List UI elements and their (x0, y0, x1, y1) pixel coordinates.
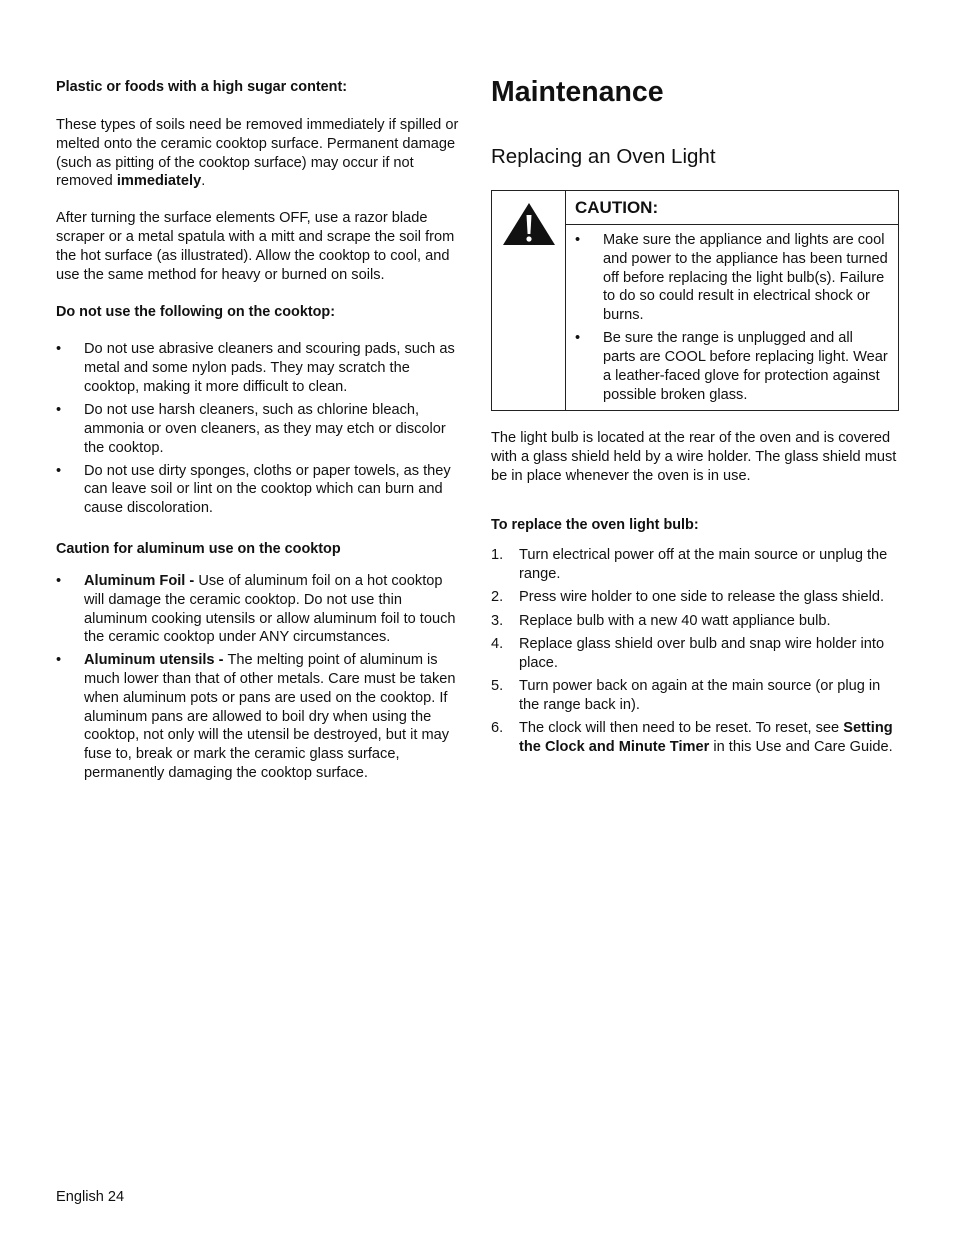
caution-list (575, 231, 888, 404)
aluminum-heading: Caution for aluminum use on the cooktop (56, 540, 341, 557)
list-item: 4. Replace glass shield over bulb and snap wire holder into place. (491, 636, 885, 671)
page-title: Maintenance (491, 76, 664, 108)
steps-list (491, 546, 899, 756)
warning-triangle-icon (501, 201, 557, 247)
list-item: 6. The clock will then need to be reset. To reset, see Setting the Clock and Minute Timer in this Use and Care Guide. (491, 720, 893, 756)
donot-heading: Do not use the following on the cooktop: (56, 304, 335, 321)
caution-label: CAUTION: (566, 191, 898, 225)
donot-list (56, 340, 462, 518)
list-item: • Make sure the appliance and lights are cool and power to the appliance has been turned off before replacing the light bulb(s). Failure to do so could result in electrical shock or burns. (575, 232, 888, 324)
caution-body (566, 225, 898, 409)
list-item: • Do not use harsh cleaners, such as chlorine bleach, ammonia or oven cleaners, as they may etch or discolor the cooktop. (56, 401, 446, 456)
list-item: 3. Replace bulb with a new 40 watt appliance bulb. (491, 612, 831, 629)
left-column (56, 78, 462, 787)
sugar-paragraph-1: These types of soils need be removed immediately if spilled or melted onto the ceramic cooktop surface. Permanent damage (such as pitting of the cooktop surface) may occur if not removed immediately. (56, 117, 459, 190)
list-item: 5. Turn power back on again at the main source (or plug in the range back in). (491, 678, 881, 713)
bulb-paragraph: The light bulb is located at the rear of the oven and is covered with a glass shield held by a wire holder. The glass shield must be in place whenever the oven is in use. (491, 430, 897, 484)
list-item: • Do not use abrasive cleaners and scouring pads, such as metal and some nylon pads. They may scratch the cooktop, making it more difficult to clean. (56, 341, 455, 395)
page-footer: English 24 (56, 1189, 125, 1205)
right-column (491, 72, 899, 761)
caution-box (491, 190, 899, 411)
list-item: • Aluminum utensils - The melting point of aluminum is much lower than that of other metals. Care must be taken when aluminum pots or pans are used on the cooktop. If aluminum pans are allowed to boil dry when using the cooktop, not only will the utensil be destroyed, but it may fuse to, break or mark the ceramic glass surface, permanently damaging the cooktop surface. (56, 652, 456, 782)
sugar-paragraph-2: After turning the surface elements OFF, use a razor blade scraper or a metal spatula with a mitt and scrape the soil from the hot surface (as illustrated). Allow the cooktop to cool, and use the same method for heavy or burned on soils. (56, 210, 455, 283)
caution-icon-cell (492, 191, 566, 410)
caution-content (566, 191, 898, 410)
list-item: 2. Press wire holder to one side to release the glass shield. (491, 589, 885, 606)
list-item: • Be sure the range is unplugged and all parts are COOL before replacing light. Wear a leather-faced glove for protection against possible broken glass. (575, 330, 888, 403)
steps-heading: To replace the oven light bulb: (491, 517, 699, 534)
list-item: • Aluminum Foil - Use of aluminum foil on a hot cooktop will damage the ceramic cooktop. Do not use thin aluminum cooking utensils or allow aluminum foil to touch the ceramic cooktop under ANY circumstances. (56, 572, 456, 646)
list-item: 1. Turn electrical power off at the main source or unplug the range. (491, 547, 888, 583)
aluminum-list (56, 572, 462, 783)
list-item: • Do not use dirty sponges, cloths or paper towels, as they can leave soil or lint on the cooktop which can burn and cause discoloration. (56, 462, 451, 517)
section-title: Replacing an Oven Light (491, 145, 716, 168)
sugar-heading: Plastic or foods with a high sugar content: (56, 79, 348, 95)
